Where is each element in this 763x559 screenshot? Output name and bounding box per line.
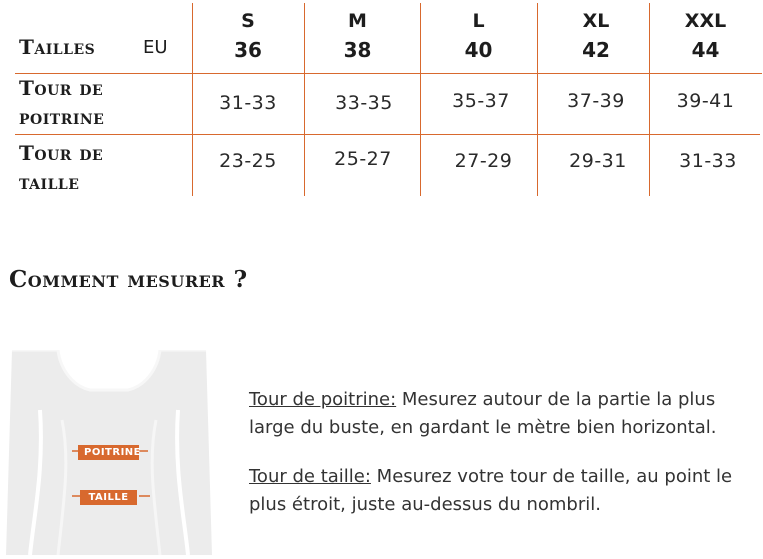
table-cell: 31-33 bbox=[679, 150, 737, 172]
eu-label: EU bbox=[143, 37, 168, 58]
table-cell: 23-25 bbox=[219, 150, 277, 172]
table-cell: 29-31 bbox=[569, 150, 627, 172]
size-letter: XL bbox=[582, 10, 610, 32]
row-label-line: taille bbox=[19, 170, 80, 194]
table-cell: 27-29 bbox=[454, 150, 513, 172]
table-cell: 31-33 bbox=[219, 92, 277, 114]
table-cell: 33-35 bbox=[335, 92, 393, 114]
table-cell: 39-41 bbox=[676, 90, 735, 112]
size-number: 44 bbox=[691, 38, 720, 62]
size-number: 36 bbox=[234, 38, 262, 62]
waist-instruction bbox=[249, 463, 759, 519]
chest-term: Tour de poitrine: bbox=[249, 389, 397, 410]
size-column-header bbox=[420, 7, 537, 65]
size-column-header bbox=[304, 7, 411, 65]
row-label-waist bbox=[19, 139, 103, 197]
size-number: 40 bbox=[464, 38, 493, 62]
size-column-header bbox=[649, 7, 762, 65]
chest-tag: POITRINE bbox=[78, 445, 139, 460]
size-letter: S bbox=[241, 10, 255, 32]
how-to-measure-title: Comment mesurer ? bbox=[9, 266, 248, 293]
size-column-header bbox=[537, 7, 655, 65]
sizes-header-label: Tailles bbox=[19, 35, 96, 59]
size-number: 42 bbox=[582, 38, 610, 62]
size-letter: L bbox=[472, 10, 485, 32]
size-letter: XXL bbox=[684, 10, 727, 32]
waist-term: Tour de taille: bbox=[249, 466, 371, 487]
row-label-line: Tour de bbox=[19, 76, 104, 100]
table-cell: 35-37 bbox=[452, 90, 510, 112]
waist-tag: TAILLE bbox=[80, 490, 137, 505]
table-cell: 25-27 bbox=[334, 148, 392, 170]
row-label-chest bbox=[19, 74, 104, 132]
chest-instruction bbox=[249, 386, 759, 442]
waist-instruction-text: Mesurez votre tour de taille, au point le plus étroit, juste au-dessus du nombril. bbox=[249, 466, 733, 515]
row-label-line: poitrine bbox=[19, 105, 105, 129]
body-silhouette bbox=[0, 350, 215, 555]
row-divider bbox=[15, 134, 760, 135]
row-divider bbox=[15, 73, 762, 74]
chest-instruction-text: Mesurez autour de la partie la plus large du buste, en gardant le mètre bien horizontal. bbox=[249, 389, 717, 438]
row-label-line: Tour de bbox=[19, 141, 104, 165]
table-cell: 37-39 bbox=[567, 90, 625, 112]
size-number: 38 bbox=[343, 38, 372, 62]
size-table bbox=[15, 3, 762, 196]
size-column-header bbox=[192, 7, 304, 65]
size-letter: M bbox=[348, 10, 367, 32]
